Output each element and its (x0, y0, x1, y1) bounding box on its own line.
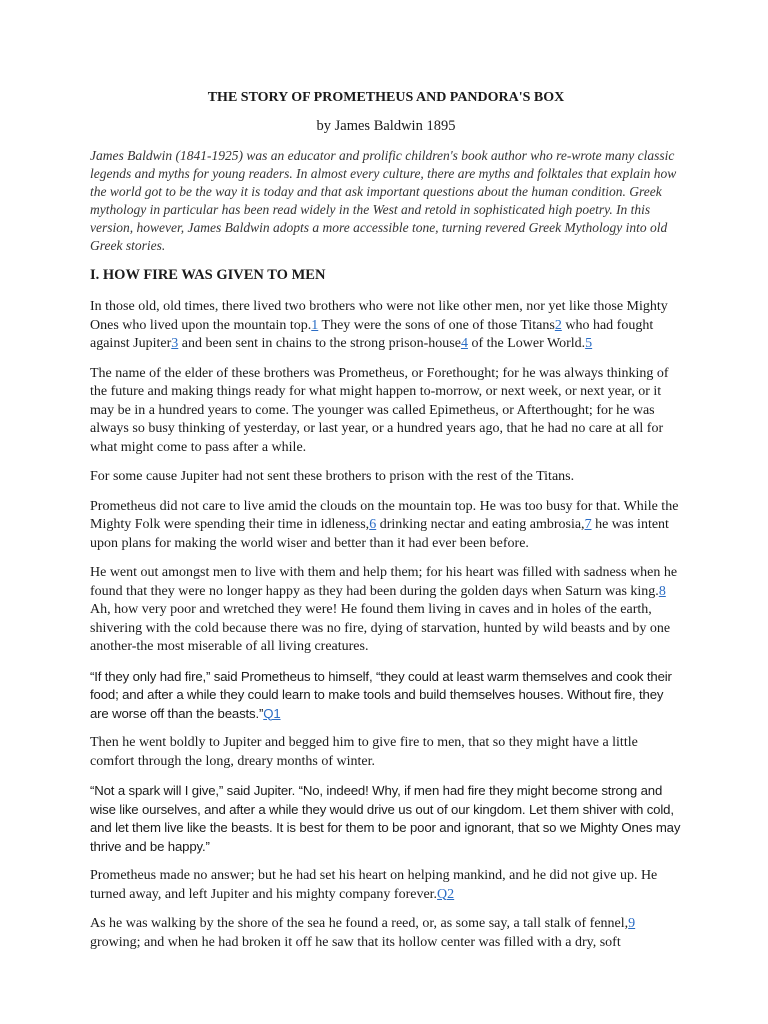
author-byline: by James Baldwin 1895 (316, 118, 456, 134)
footnote-link-5[interactable]: 5 (585, 336, 593, 351)
paragraph-text: They were the sons of one of those Titans (318, 317, 555, 333)
paragraph-text: In those old, old times, there lived two brothers who were not like other men, nor yet like those Mighty Ones who lived upon the mountain top. (90, 299, 668, 333)
paragraph-7: Then he went boldly to Jupiter and begged him to give fire to men, that so they might have a little comfort through the long, dreary months of winter. (90, 735, 638, 769)
paragraph-4 (90, 498, 682, 554)
paragraph-text: growing; and when he had broken it off he saw that its hollow center was filled with a dry, soft (90, 934, 621, 950)
paragraph-9 (90, 867, 682, 904)
footnote-link-4[interactable]: 4 (460, 336, 468, 351)
paragraph-text: As he was walking by the shore of the sea he found a reed, or, as some say, a tall stalk of fennel, (90, 916, 629, 931)
paragraph-8: “Not a spark will I give,” said Jupiter. “No, indeed! Why, if men had fire they might become strong and wise like ourselves, and after a while they would drive us out of our kingdom. Let them shiver with cold, and let them live like the beasts. It is best for them to be poor and ignorant, that so we Mighty Ones may thrive and be happy.” (90, 783, 681, 854)
footnote-link-2[interactable]: 2 (554, 317, 562, 333)
paragraph-text: Ah, how very poor and wretched they were! He found them living in caves and in holes of the earth, shivering with the cold because there was no fire, dying of starvation, hunted by wild beasts and by one another-the most miserable of all living creatures. (90, 602, 671, 654)
paragraph-text: and been sent in chains to the strong prison-house (178, 336, 461, 351)
section-heading: I. HOW FIRE WAS GIVEN TO MEN (90, 267, 326, 283)
footnote-link-1[interactable]: 1 (311, 317, 319, 333)
question-link-q2[interactable]: Q2 (437, 886, 455, 902)
paragraph-text: Prometheus made no answer; but he had set his heart on helping mankind, and he did not give up. He turned away, and left Jupiter and his mighty company forever. (90, 868, 658, 902)
intro-paragraph: James Baldwin (1841-1925) was an educator and prolific children's book author who re-wrote many classic legends and myths for young readers. In almost every culture, there are myths and folktales that explain how the world got to be the way it is today and that ask important questions about the human condition. Greek mythology in particular has been read widely in the West and retold in sophisticated high poetry. In this version, however, James Baldwin adopts a more accessible tone, turning revered Greek Mythology into old Greek stories. (90, 148, 677, 253)
paragraph-3: For some cause Jupiter had not sent these brothers to prison with the rest of the Titans. (90, 469, 575, 484)
paragraph-10 (90, 915, 682, 952)
paragraph-5 (90, 564, 682, 657)
footnote-link-3[interactable]: 3 (171, 336, 179, 351)
paragraph-1 (90, 298, 682, 354)
paragraph-6 (90, 668, 682, 724)
footnote-link-7[interactable]: 7 (584, 517, 592, 532)
paragraph-text: “If they only had fire,” said Prometheus to himself, “they could at least warm themselves and cook their food; and after a while they could learn to make tools and build themselves houses. Without fire, they are worse off than the beasts.” (90, 668, 672, 721)
paragraph-text: He went out amongst men to live with them and help them; for his heart was filled with sadness when he found that they were no longer happy as they had been during the golden days when Saturn was king. (90, 565, 678, 599)
paragraph-2: The name of the elder of these brothers was Prometheus, or Forethought; for he was always thinking of the future and making things ready for what might happen to-morrow, or next week, or next year, or it may be in a hundred years to come. The younger was called Epimetheus, or Afterthought; for he was always so busy thinking of yesterday, or last year, or a hundred years ago, that he had no care at all for what might come to pass after a while. (90, 365, 669, 455)
paragraph-text: who had fought against Jupiter (90, 317, 654, 351)
document-title: THE STORY OF PROMETHEUS AND PANDORA'S BOX (207, 90, 565, 105)
footnote-link-6[interactable]: 6 (369, 517, 377, 532)
question-link-q1[interactable]: Q1 (263, 705, 281, 721)
paragraph-text: Prometheus did not care to live amid the clouds on the mountain top. He was too busy for that. While the Mighty Folk were spending their time in idleness, (90, 498, 679, 532)
footnote-link-8[interactable]: 8 (658, 583, 666, 599)
paragraph-text: of the Lower World. (467, 336, 586, 351)
paragraph-text: drinking nectar and eating ambrosia, (376, 517, 585, 532)
paragraph-text: he was intent upon plans for making the world wiser and better than it had ever been before. (90, 517, 669, 551)
footnote-link-9[interactable]: 9 (628, 916, 636, 931)
